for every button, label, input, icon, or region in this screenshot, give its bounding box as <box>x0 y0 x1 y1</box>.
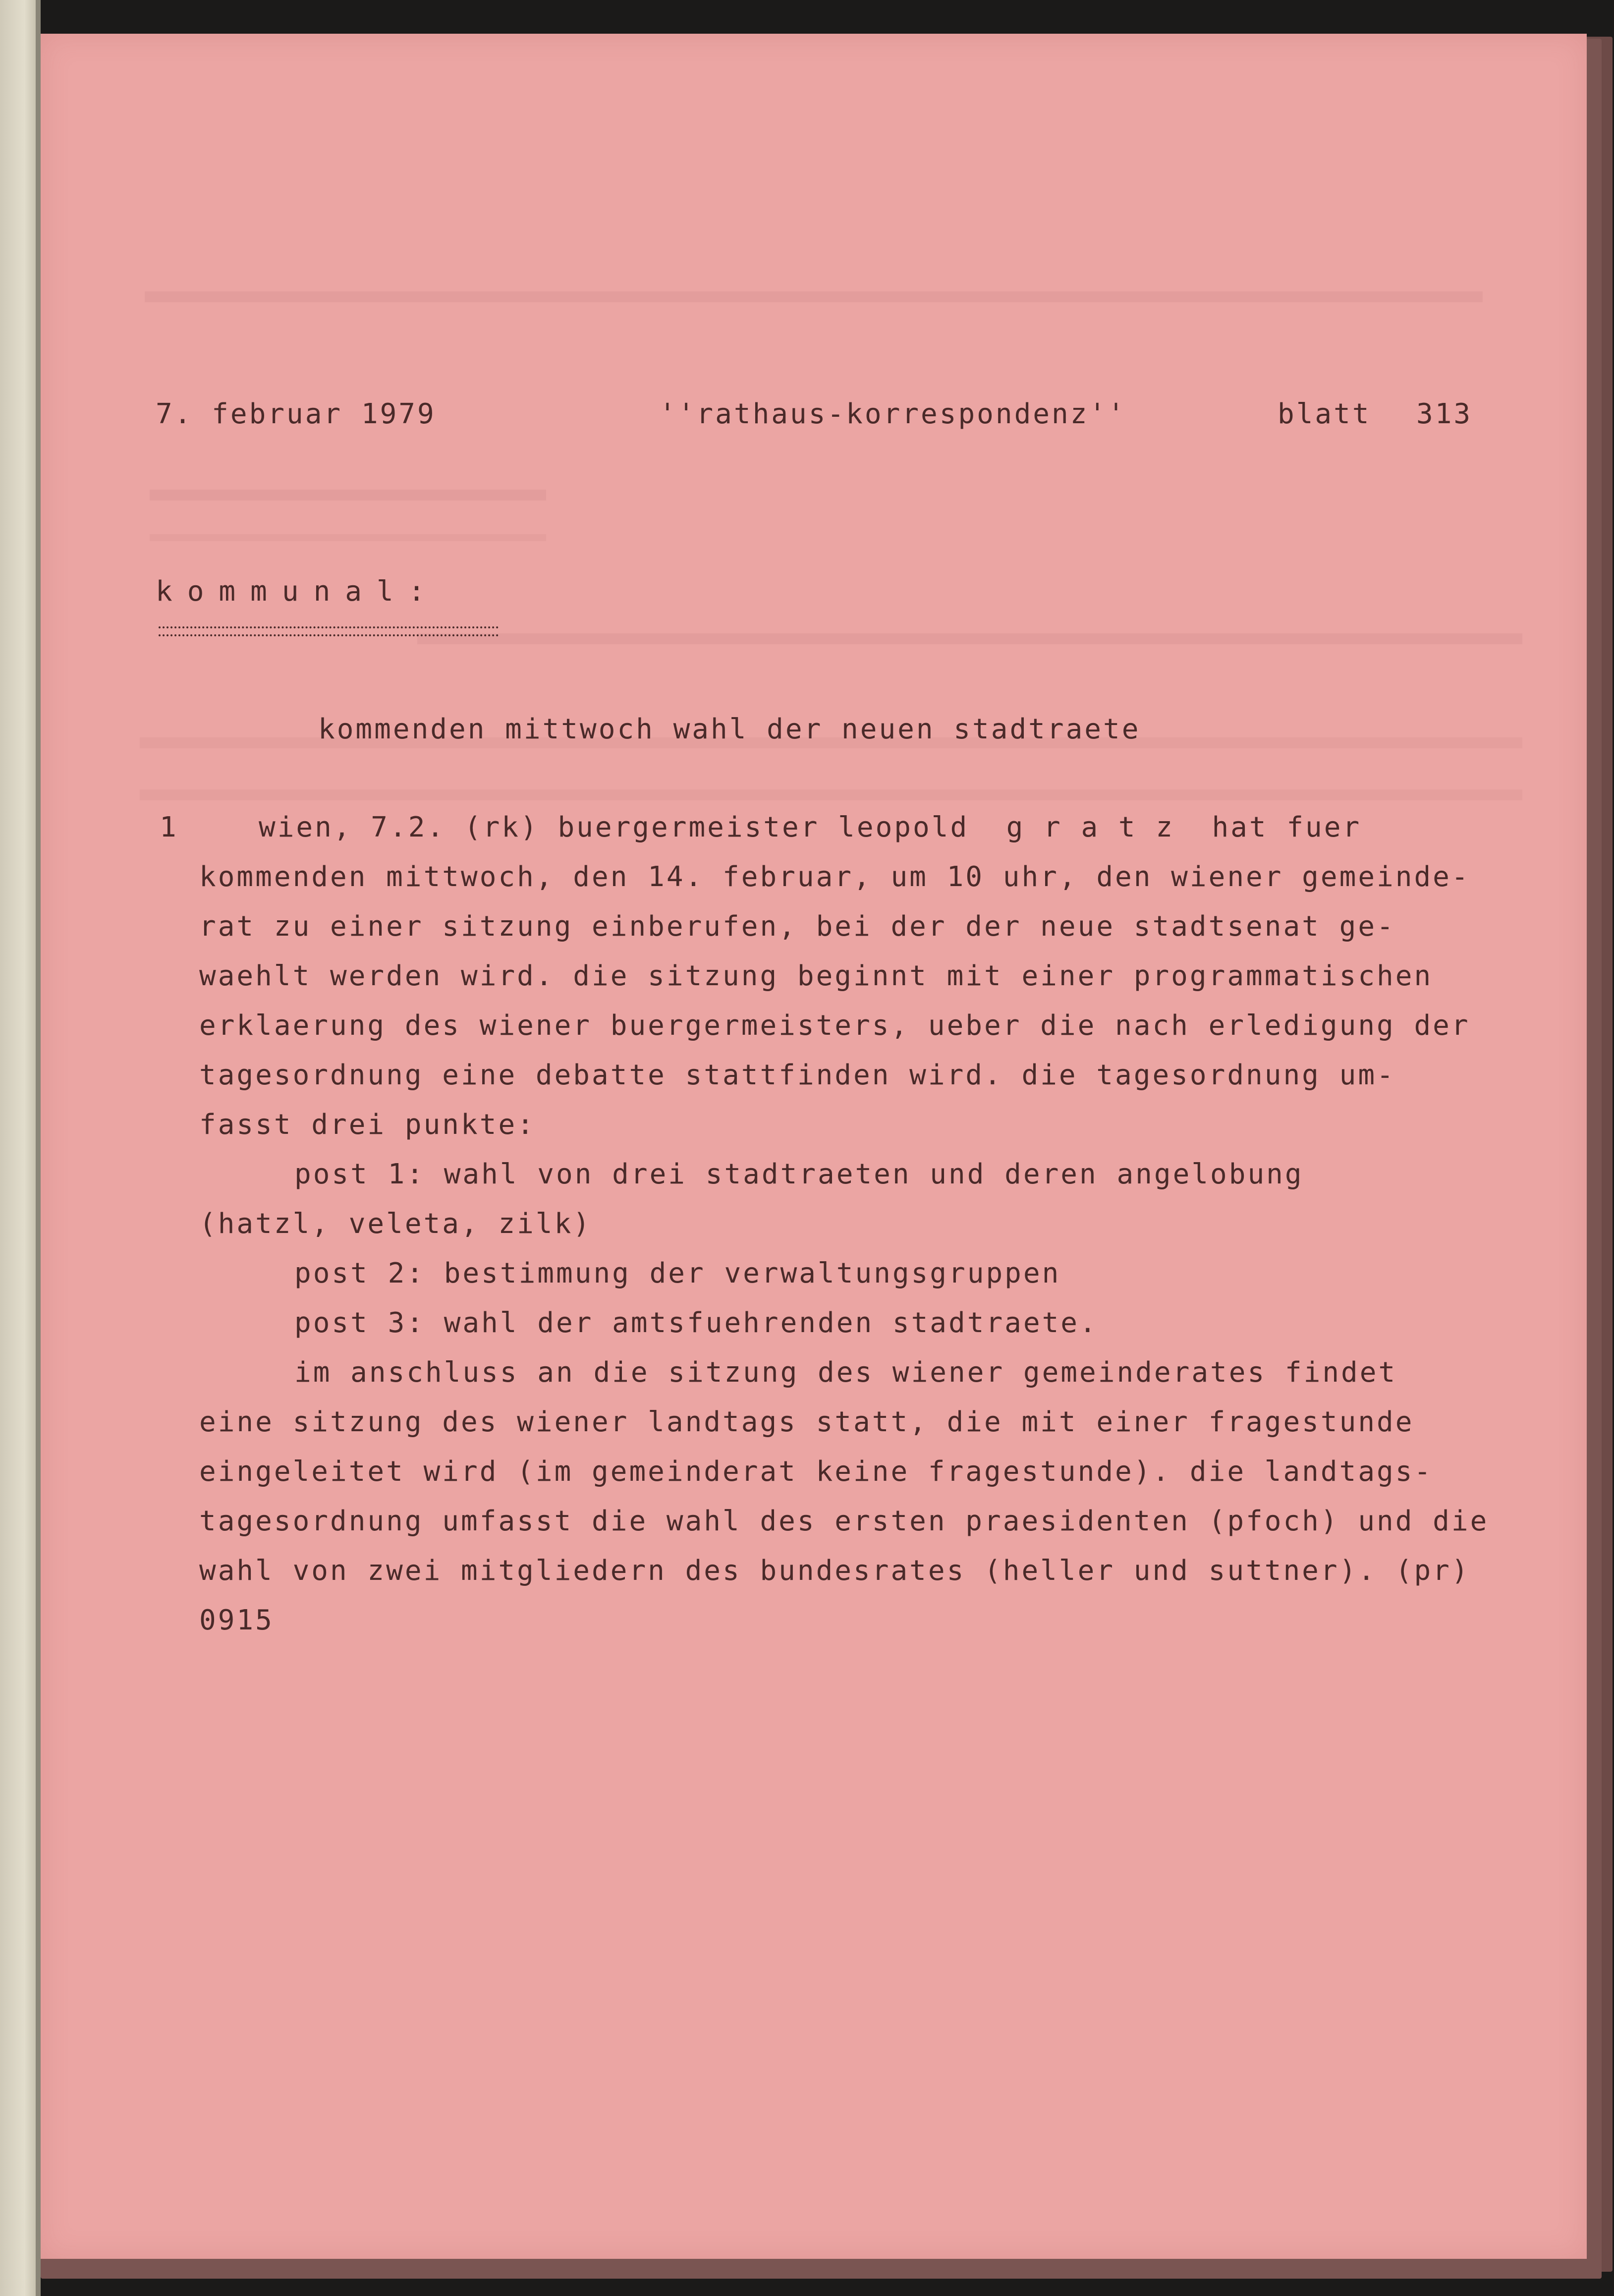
body-line: wahl von zwei mitgliedern des bundesrates (heller und suttner). (pr) <box>199 1555 1470 1587</box>
header-publication: ''rathaus-korrespondenz'' <box>659 398 1126 430</box>
body-line: post 3: wahl der amtsfuehrenden stadtraete. <box>294 1307 1098 1339</box>
section-title: kommunal: <box>156 575 440 608</box>
section-underline <box>159 626 499 636</box>
body-line: eine sitzung des wiener landtags statt, die mit einer fragestunde <box>199 1406 1414 1438</box>
show-through-line <box>150 490 546 501</box>
body-line: rat zu einer sitzung einberufen, bei der der neue stadtsenat ge- <box>199 910 1395 943</box>
show-through-line <box>145 291 1483 302</box>
show-through-line <box>417 633 1522 644</box>
body-line: kommenden mittwoch, den 14. februar, um 10 uhr, den wiener gemeinde- <box>199 861 1470 893</box>
article-number: 1 <box>160 811 178 843</box>
show-through-line <box>140 789 1522 800</box>
body-line: wien, 7.2. (rk) buergermeister leopold g r a t z hat fuer <box>259 811 1362 843</box>
body-line: post 1: wahl von drei stadtraeten und deren angelobung <box>294 1158 1304 1190</box>
adjacent-page-edge <box>0 0 41 2296</box>
header-date: 7. februar 1979 <box>156 398 436 430</box>
body-line: post 2: bestimmung der verwaltungsgruppen <box>294 1257 1061 1289</box>
body-line: im anschluss an die sitzung des wiener gemeinderates findet <box>294 1356 1397 1389</box>
body-line: 0915 <box>199 1604 274 1636</box>
body-line: erklaerung des wiener buergermeisters, ueber die nach erledigung der <box>199 1009 1470 1042</box>
body-line: tagesordnung umfasst die wahl des ersten praesidenten (pfoch) und die <box>199 1505 1489 1537</box>
body-line: tagesordnung eine debatte stattfinden wird. die tagesordnung um- <box>199 1059 1395 1091</box>
show-through-line <box>150 534 546 541</box>
article-headline: kommenden mittwoch wahl der neuen stadtraete <box>318 713 1141 745</box>
header-sheet-label: blatt <box>1278 398 1371 430</box>
header-sheet-number: 313 <box>1416 398 1473 430</box>
binding-edge <box>36 0 41 2296</box>
body-line: (hatzl, veleta, zilk) <box>199 1208 592 1240</box>
body-line: waehlt werden wird. die sitzung beginnt mit einer programmatischen <box>199 960 1433 992</box>
document-page <box>41 34 1587 2259</box>
body-line: eingeleitet wird (im gemeinderat keine fragestunde). die landtags- <box>199 1456 1433 1488</box>
body-line: fasst drei punkte: <box>199 1109 536 1141</box>
